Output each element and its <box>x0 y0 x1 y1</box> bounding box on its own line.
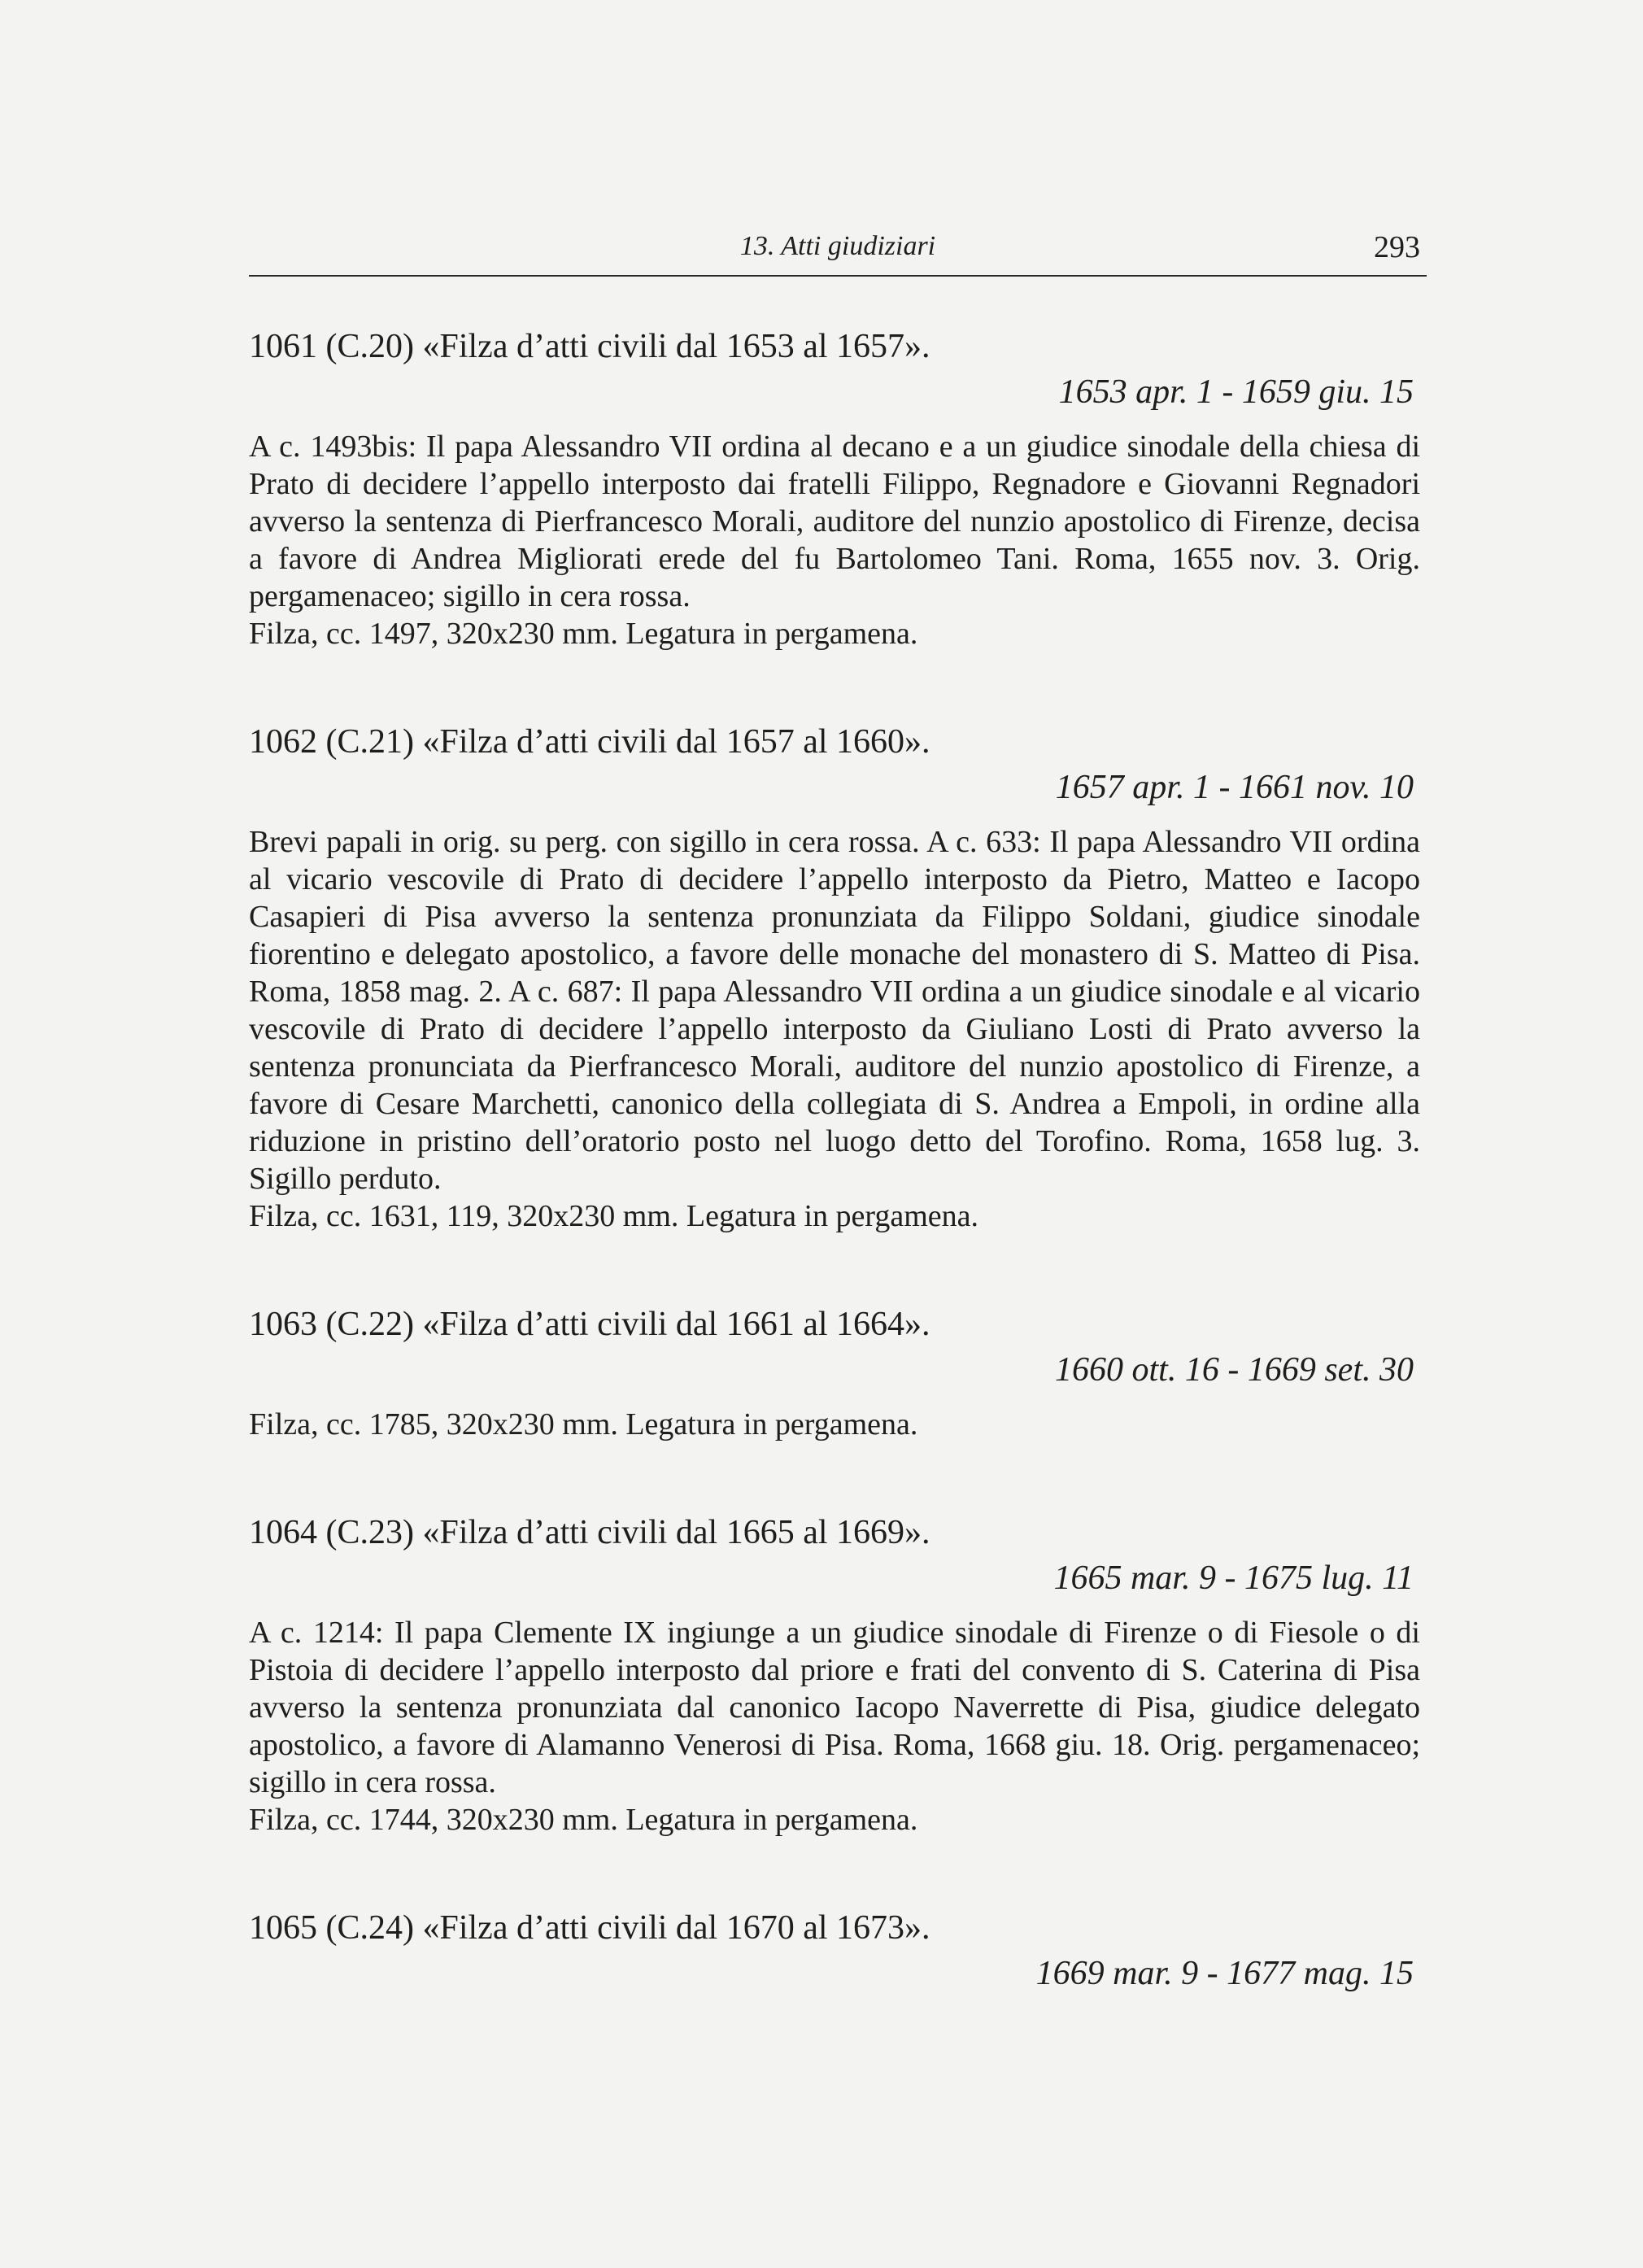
entry-title: 1065 (C.24) «Filza d’atti civili dal 1670 al 1673». <box>249 1909 930 1947</box>
entry-dates: 1669 mar. 9 - 1677 mag. 15 <box>1035 1955 1414 1992</box>
page-number: 293 <box>1374 230 1420 264</box>
entry-dates: 1657 apr. 1 - 1661 nov. 10 <box>1055 769 1414 806</box>
entry-description: Brevi papali in orig. su perg. con sigillo in cera rossa. A c. 633: Il papa Alessandro VII ordina al vicario vescovile di Prato di decidere l’appello interposto da Pietro, Matteo e Iacopo Casapieri di Pisa avverso la sentenza pronunziata da Filippo Soldani, giudice sinodale fiorentino e delegato apostolico, a favore delle monache del monastero di S. Matteo di Pisa. Roma, 1858 mag. 2. A c. 687: Il papa Alessandro VII ordina a un giudice sinodale e al vicario vescovile di Prato di decidere l’appello interposto da Giuliano Losti di Prato avverso la sentenza pronunciata da Pierfrancesco Morali, auditore del nunzio apostolico di Firenze, a favore di Cesare Marchetti, canonico della collegiata di S. Andrea a Empoli, in ordine alla riduzione in pristino dell’oratorio posto nel luogo detto del Torofino. Roma, 1658 lug. 3. Sigillo perduto. <box>249 825 1420 1196</box>
inventory-entry <box>249 719 1420 1235</box>
page-header <box>249 226 1427 277</box>
entry-title: 1063 (C.22) «Filza d’atti civili dal 1661 al 1664». <box>249 1306 930 1343</box>
entry-title: 1061 (C.20) «Filza d’atti civili dal 1653 al 1657». <box>249 328 930 365</box>
entry-dates: 1665 mar. 9 - 1675 lug. 11 <box>1053 1559 1414 1597</box>
entry-dates: 1660 ott. 16 - 1669 set. 30 <box>1055 1351 1414 1389</box>
running-title: 13. Atti giudiziari <box>739 231 936 261</box>
entry-description: A c. 1493bis: Il papa Alessandro VII ordina al decano e a un giudice sinodale della chiesa di Prato di decidere l’appello interposto dai fratelli Filippo, Regnadore e Giovanni Regnadori avverso la sentenza di Pierfrancesco Morali, auditore del nunzio apostolico di Firenze, decisa a favore di Andrea Migliorati erede del fu Bartolomeo Tani. Roma, 1655 nov. 3. Orig. pergamenaceo; sigillo in cera rossa. <box>249 430 1420 613</box>
entry-title: 1062 (C.21) «Filza d’atti civili dal 1657 al 1660». <box>249 723 930 761</box>
inventory-entry <box>249 1510 1420 1838</box>
entry-title: 1064 (C.23) «Filza d’atti civili dal 1665 al 1669». <box>249 1514 930 1551</box>
entry-description: A c. 1214: Il papa Clemente IX ingiunge a un giudice sinodale di Firenze o di Fiesole o di Pistoia di decidere l’appello interposto dal priore e frati del convento di S. Caterina di Pisa avverso la sentenza pronunziata dal canonico Iacopo Naverrette di Pisa, giudice delegato apostolico, a favore di Alamanno Venerosi di Pisa. Roma, 1668 giu. 18. Orig. pergamenaceo; sigillo in cera rossa. <box>249 1616 1420 1799</box>
inventory-entry <box>249 1302 1420 1443</box>
entry-physical-description: Filza, cc. 1631, 119, 320x230 mm. Legatura in pergamena. <box>249 1199 978 1233</box>
inventory-entries <box>249 324 1420 2063</box>
entry-physical-description: Filza, cc. 1744, 320x230 mm. Legatura in pergamena. <box>249 1803 918 1837</box>
entry-physical-description: Filza, cc. 1785, 320x230 mm. Legatura in pergamena. <box>249 1407 918 1441</box>
entry-dates: 1653 apr. 1 - 1659 giu. 15 <box>1058 373 1414 411</box>
inventory-entry <box>249 324 1420 652</box>
inventory-entry <box>249 1905 1420 1996</box>
entry-physical-description: Filza, cc. 1497, 320x230 mm. Legatura in pergamena. <box>249 617 918 651</box>
